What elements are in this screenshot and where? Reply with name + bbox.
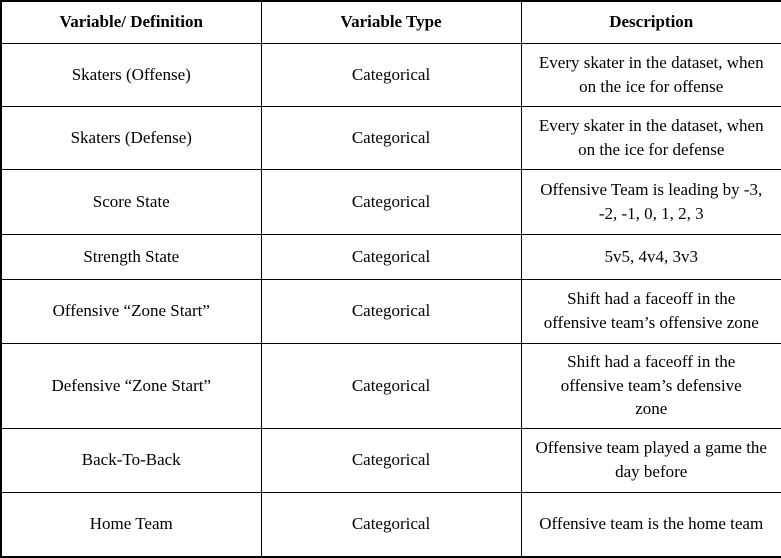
cell-description <box>521 279 781 343</box>
header-variable-definition: Variable/ Definition <box>1 1 261 43</box>
cell-variable: Skaters (Offense) <box>1 43 261 106</box>
description-text: Offensive team is the home team <box>539 514 764 534</box>
cell-description <box>521 43 781 106</box>
cell-description <box>521 106 781 169</box>
cell-type: Categorical <box>261 492 521 557</box>
cell-variable: Offensive “Zone Start” <box>1 279 261 343</box>
cell-type: Categorical <box>261 343 521 428</box>
cell-variable: Home Team <box>1 492 261 557</box>
cell-type: Categorical <box>261 43 521 106</box>
cell-type: Categorical <box>261 234 521 279</box>
table-row <box>1 492 781 557</box>
cell-type: Categorical <box>261 106 521 169</box>
description-text: 5v5, 4v4, 3v3 <box>604 246 698 266</box>
cell-variable: Defensive “Zone Start” <box>1 343 261 428</box>
cell-variable: Score State <box>1 169 261 234</box>
cell-description <box>521 169 781 234</box>
table-row <box>1 343 781 428</box>
table-row <box>1 234 781 279</box>
cell-description <box>521 234 781 279</box>
header-description: Description <box>521 1 781 43</box>
table-row <box>1 169 781 234</box>
cell-type: Categorical <box>261 279 521 343</box>
table-row <box>1 43 781 106</box>
cell-variable: Skaters (Defense) <box>1 106 261 169</box>
table-row <box>1 106 781 169</box>
description-text: Shift had a faceoff in the offensive team’s defensive zone <box>560 351 742 419</box>
header-variable-type: Variable Type <box>261 1 521 43</box>
description-text: Offensive team played a game the day before <box>535 438 767 481</box>
cell-variable: Strength State <box>1 234 261 279</box>
description-text: Every skater in the dataset, when on the ice for offense <box>538 52 764 96</box>
cell-description <box>521 428 781 492</box>
description-text: Shift had a faceoff in the offensive team’s offensive zone <box>543 289 759 332</box>
table-row <box>1 279 781 343</box>
description-text: Offensive Team is leading by -3, -2, -1, 0, 1, 2, 3 <box>540 179 763 223</box>
description-text: Every skater in the dataset, when on the ice for defense <box>538 115 764 159</box>
cell-type: Categorical <box>261 428 521 492</box>
cell-type: Categorical <box>261 169 521 234</box>
cell-description <box>521 343 781 428</box>
table-row <box>1 428 781 492</box>
table-header-row <box>1 1 781 43</box>
cell-variable: Back-To-Back <box>1 428 261 492</box>
cell-description <box>521 492 781 557</box>
